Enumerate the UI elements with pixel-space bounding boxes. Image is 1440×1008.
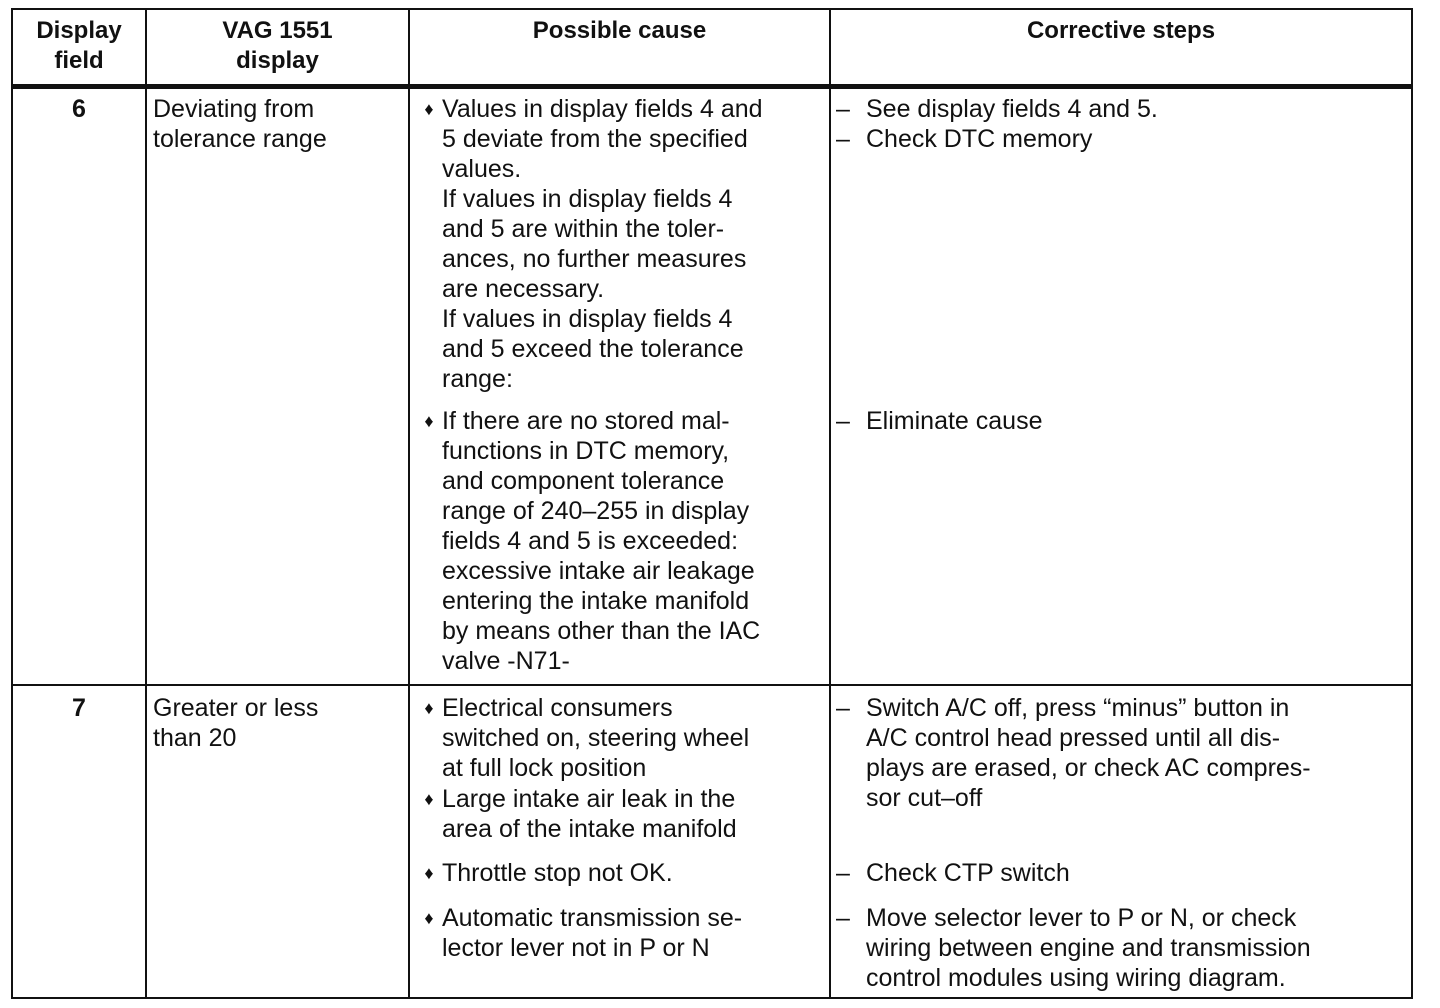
row-7-step-1: – Switch A/C off, press “minus” button in A/C control head pressed until all dis- plays are erased, or check AC compres- sor cut–off <box>836 694 1311 812</box>
dash-icon: – <box>836 407 850 435</box>
dash-icon: – <box>836 125 850 153</box>
row-7-step-2: – Check CTP switch <box>836 859 1070 887</box>
dash-icon: – <box>836 95 850 123</box>
bullet-icon: ♦ <box>424 863 434 883</box>
row-6-field: 6 <box>72 95 86 123</box>
header-vag-display: VAG 1551 display <box>222 17 333 74</box>
dash-icon: – <box>836 694 850 722</box>
bullet-icon: ♦ <box>424 411 434 431</box>
row-7-display: Greater or less than 20 <box>153 694 319 752</box>
row-6-cause-1: ♦ Values in display fields 4 and 5 deviate from the specified values. If values in display fields 4 and 5 are within the toler- ances, no further measures are necessary. If values in display fields 4 and 5 exceed the tolerance range: <box>416 94 826 394</box>
row-7-cause-2: ♦ Large intake air leak in the area of the intake manifold <box>416 784 826 844</box>
header-rule <box>11 84 1413 89</box>
row-6-display: Deviating from tolerance range <box>153 95 327 153</box>
column-divider <box>829 8 831 999</box>
row-6-cause-2: ♦ If there are no stored mal- functions in DTC memory, and component tolerance range of 240–255 in display fields 4 and 5 is exceeded: excessive intake air leakage entering the intake manifold by means other than the IAC valve -N71- <box>416 406 826 676</box>
header-corrective-steps: Corrective steps <box>1026 17 1216 44</box>
row-7-cause-3: ♦ Throttle stop not OK. <box>416 858 826 888</box>
bullet-icon: ♦ <box>424 908 434 928</box>
bullet-icon: ♦ <box>424 99 434 119</box>
row-7-cause-1: ♦ Electrical consumers switched on, steering wheel at full lock position <box>416 693 826 783</box>
row-divider <box>11 684 1413 686</box>
header-possible-cause: Possible cause <box>532 17 707 44</box>
dash-icon: – <box>836 859 850 887</box>
row-7-step-3: – Move selector lever to P or N, or check wiring between engine and transmission control modules using wiring diagram. <box>836 904 1311 992</box>
row-6-step-1: – See display fields 4 and 5. <box>836 95 1158 123</box>
bullet-icon: ♦ <box>424 789 434 809</box>
bullet-icon: ♦ <box>424 698 434 718</box>
row-6-step-3: – Eliminate cause <box>836 407 1043 435</box>
row-6-step-2: – Check DTC memory <box>836 125 1093 153</box>
dash-icon: – <box>836 904 850 932</box>
column-divider <box>145 8 147 999</box>
column-divider <box>408 8 410 999</box>
header-display-field: Display field <box>36 17 122 74</box>
row-7-cause-4: ♦ Automatic transmission se- lector lever not in P or N <box>416 903 826 963</box>
row-7-field: 7 <box>72 694 86 722</box>
